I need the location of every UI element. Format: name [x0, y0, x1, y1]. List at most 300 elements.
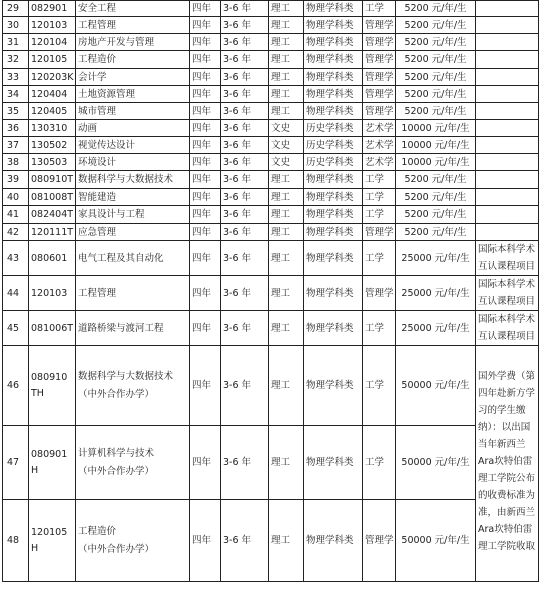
subject-field-text: 理工 — [271, 3, 291, 14]
study-period — [221, 34, 269, 51]
tuition-fee-text: 5200 元/年/生 — [404, 209, 467, 220]
subject-category — [304, 346, 363, 426]
major-name — [76, 276, 190, 311]
subject-field — [269, 86, 304, 103]
tuition-fee — [396, 189, 476, 206]
duration — [190, 51, 221, 69]
duration-text: 四年 — [192, 226, 212, 238]
duration — [190, 500, 221, 582]
study-period — [221, 120, 269, 137]
tuition-fee-text: 5200 元/年/生 — [404, 105, 467, 117]
duration — [190, 103, 221, 120]
row-number — [3, 34, 29, 51]
subject-category-text: 物理学科类 — [306, 36, 354, 48]
subject-field-text: 理工 — [271, 174, 291, 185]
remark — [476, 206, 539, 224]
row-number-text: 47 — [7, 457, 20, 468]
tuition-fee — [396, 224, 476, 241]
duration — [190, 224, 221, 241]
subject-field — [269, 1, 304, 17]
major-code-text: 130503 — [31, 156, 68, 168]
table-row — [3, 51, 539, 69]
degree-type-text: 工学 — [365, 209, 385, 220]
subject-category — [304, 241, 363, 276]
study-period-text: 3-6 年 — [223, 174, 252, 185]
remark-text: 国际本科学术互认课程项目 — [478, 314, 536, 342]
major-code — [29, 241, 76, 276]
degree-type-text: 工学 — [365, 252, 385, 264]
major-name — [76, 154, 190, 171]
degree-type-text: 艺术学 — [365, 156, 394, 168]
table-row — [3, 17, 539, 34]
study-period — [221, 86, 269, 103]
major-name-text: 工程造价 — [78, 525, 117, 537]
degree-type-text: 艺术学 — [365, 139, 394, 151]
row-number-text: 48 — [7, 535, 20, 546]
subject-field — [269, 137, 304, 154]
table-row — [3, 120, 539, 137]
row-number — [3, 137, 29, 154]
table-row — [3, 241, 539, 276]
subject-field-text: 理工 — [271, 19, 291, 31]
subject-field — [269, 500, 304, 582]
study-period-text: 3-6 年 — [223, 122, 252, 134]
major-name-text: 应急管理 — [78, 226, 117, 238]
subject-category — [304, 17, 363, 34]
duration-text: 四年 — [192, 139, 212, 151]
subject-field — [269, 154, 304, 171]
subject-category-text: 物理学科类 — [306, 174, 354, 185]
major-name — [76, 241, 190, 276]
row-number — [3, 103, 29, 120]
major-code — [29, 17, 76, 34]
study-period — [221, 137, 269, 154]
row-number — [3, 120, 29, 137]
study-period-text: 3-6 年 — [223, 156, 252, 168]
duration-text: 四年 — [192, 535, 212, 546]
row-number-text: 32 — [7, 54, 20, 65]
major-code-text: 120105H — [31, 526, 68, 554]
major-code — [29, 154, 76, 171]
major-name — [76, 311, 190, 346]
row-number-text: 41 — [7, 209, 20, 220]
tuition-fee-text: 50000 元/年/生 — [401, 380, 470, 391]
degree-type-text: 管理学 — [365, 105, 394, 117]
subject-field-text: 理工 — [271, 54, 291, 65]
duration-text: 四年 — [192, 457, 212, 468]
remark — [476, 171, 539, 189]
subject-category — [304, 276, 363, 311]
study-period-text: 3-6 年 — [223, 54, 252, 65]
major-name-text: 家具设计与工程 — [78, 209, 145, 220]
subject-category — [304, 500, 363, 582]
table-row — [3, 500, 539, 582]
major-code-text: 130502 — [31, 139, 68, 151]
study-period-text: 3-6 年 — [223, 139, 252, 151]
tuition-fee-text: 5200 元/年/生 — [404, 174, 467, 185]
major-code — [29, 34, 76, 51]
subject-category — [304, 206, 363, 224]
study-period — [221, 1, 269, 17]
row-number-text: 34 — [7, 88, 20, 100]
table-row — [3, 103, 539, 120]
remark — [476, 51, 539, 69]
duration-text: 四年 — [192, 380, 212, 391]
subject-category-text: 历史学科类 — [306, 122, 354, 134]
duration — [190, 154, 221, 171]
study-period — [221, 241, 269, 276]
major-name — [76, 69, 190, 86]
study-period — [221, 171, 269, 189]
remark — [476, 86, 539, 103]
row-number — [3, 426, 29, 500]
major-code-text: 120404 — [31, 88, 68, 100]
degree-type-text: 管理学 — [365, 54, 394, 65]
major-name-text: 会计学 — [78, 71, 107, 83]
subject-category-text: 物理学科类 — [306, 287, 354, 299]
subject-category — [304, 69, 363, 86]
remark-text: 国际本科学术互认课程项目 — [478, 279, 536, 307]
subject-category-text: 历史学科类 — [306, 139, 354, 151]
subject-category-text: 物理学科类 — [306, 226, 354, 238]
tuition-fee — [396, 171, 476, 189]
major-name — [76, 189, 190, 206]
duration-text: 四年 — [192, 322, 212, 334]
subject-category — [304, 171, 363, 189]
major-code-text: 120203K — [31, 71, 74, 83]
study-period — [221, 224, 269, 241]
study-period — [221, 500, 269, 582]
row-number — [3, 311, 29, 346]
degree-type — [363, 171, 396, 189]
subject-field — [269, 171, 304, 189]
subject-field-text: 理工 — [271, 88, 291, 100]
merged-remark — [476, 346, 539, 582]
duration-text: 四年 — [192, 36, 212, 48]
major-code-text: 120103 — [31, 287, 68, 299]
major-name-text: 土地资源管理 — [78, 88, 136, 100]
major-name-text: 数据科学与大数据技术 — [78, 174, 174, 185]
subject-category-text: 物理学科类 — [306, 535, 354, 546]
table-row — [3, 86, 539, 103]
table-row — [3, 34, 539, 51]
row-number-text: 31 — [7, 36, 20, 48]
row-number-text: 29 — [7, 3, 20, 14]
major-code-text: 082404T — [31, 209, 74, 220]
row-number — [3, 241, 29, 276]
major-name — [76, 426, 190, 500]
subject-category-text: 历史学科类 — [306, 156, 354, 168]
major-name — [76, 224, 190, 241]
tuition-fee — [396, 154, 476, 171]
row-number — [3, 189, 29, 206]
remark — [476, 224, 539, 241]
subject-category — [304, 86, 363, 103]
major-name-text: 工程管理 — [78, 287, 117, 299]
major-name — [76, 120, 190, 137]
row-number — [3, 171, 29, 189]
major-name-text: 工程管理 — [78, 19, 117, 31]
study-period-text: 3-6 年 — [223, 19, 252, 31]
duration — [190, 311, 221, 346]
major-name-text: 电气工程及其自动化 — [78, 252, 164, 264]
merged-remark-text: 国外学费（第四年赴新方学习的学生缴纳）：以出国当年新西兰Ara坎特伯雷理工学院公布的收费标准为准，由新西兰Ara坎特伯雷理工学院收取 — [478, 371, 536, 552]
major-code — [29, 137, 76, 154]
duration-text: 四年 — [192, 19, 212, 31]
major-code — [29, 69, 76, 86]
major-name — [76, 51, 190, 69]
duration-text: 四年 — [192, 54, 212, 65]
subject-category — [304, 51, 363, 69]
degree-type — [363, 120, 396, 137]
subject-field — [269, 34, 304, 51]
study-period-text: 3-6 年 — [223, 380, 252, 391]
tuition-fee — [396, 346, 476, 426]
degree-type-text: 工学 — [365, 322, 385, 334]
tuition-fee-text: 5200 元/年/生 — [404, 191, 467, 203]
subject-category-text: 物理学科类 — [306, 209, 354, 220]
duration — [190, 206, 221, 224]
tuition-fee-text: 5200 元/年/生 — [404, 3, 467, 14]
major-name-text: 工程造价 — [78, 54, 117, 65]
row-number — [3, 154, 29, 171]
table-row — [3, 346, 539, 426]
row-number — [3, 1, 29, 17]
duration — [190, 120, 221, 137]
subject-field-text: 理工 — [271, 36, 291, 48]
subject-field — [269, 51, 304, 69]
duration — [190, 86, 221, 103]
tuition-fee — [396, 1, 476, 17]
tuition-fee-text: 10000 元/年/生 — [401, 139, 470, 151]
study-period-text: 3-6 年 — [223, 71, 252, 83]
duration-text: 四年 — [192, 191, 212, 203]
duration — [190, 69, 221, 86]
tuition-fee — [396, 120, 476, 137]
major-code — [29, 189, 76, 206]
degree-type — [363, 137, 396, 154]
study-period — [221, 276, 269, 311]
subject-field-text: 理工 — [271, 457, 291, 468]
subject-field — [269, 17, 304, 34]
tuition-fee — [396, 426, 476, 500]
major-name-note: （中外合作办学） — [78, 388, 155, 400]
degree-type — [363, 346, 396, 426]
study-period-text: 3-6 年 — [223, 191, 252, 203]
tuition-fee-text: 10000 元/年/生 — [401, 122, 470, 134]
study-period — [221, 154, 269, 171]
table-row — [3, 206, 539, 224]
duration-text: 四年 — [192, 3, 212, 14]
duration — [190, 426, 221, 500]
duration-text: 四年 — [192, 71, 212, 83]
tuition-fee-text: 5200 元/年/生 — [404, 88, 467, 100]
remark — [476, 154, 539, 171]
major-code — [29, 346, 76, 426]
major-code — [29, 224, 76, 241]
tuition-fee-text: 5200 元/年/生 — [404, 36, 467, 48]
subject-field-text: 理工 — [271, 105, 291, 117]
row-number-text: 37 — [7, 139, 20, 151]
major-name — [76, 1, 190, 17]
study-period-text: 3-6 年 — [223, 322, 252, 334]
duration-text: 四年 — [192, 156, 212, 168]
major-code — [29, 171, 76, 189]
tuition-fee — [396, 311, 476, 346]
major-code — [29, 206, 76, 224]
subject-field — [269, 426, 304, 500]
table-row — [3, 154, 539, 171]
subject-category — [304, 103, 363, 120]
study-period — [221, 51, 269, 69]
duration — [190, 171, 221, 189]
study-period-text: 3-6 年 — [223, 457, 252, 468]
major-code-text: 120103 — [31, 19, 68, 31]
row-number-text: 38 — [7, 156, 20, 168]
degree-type — [363, 34, 396, 51]
subject-category-text: 物理学科类 — [306, 322, 354, 334]
major-name-text: 智能建造 — [78, 191, 117, 203]
major-name-note: （中外合作办学） — [78, 465, 155, 477]
remark — [476, 311, 539, 346]
major-code — [29, 103, 76, 120]
tuition-fee — [396, 500, 476, 582]
major-name — [76, 500, 190, 582]
degree-type — [363, 206, 396, 224]
subject-field — [269, 189, 304, 206]
degree-type — [363, 426, 396, 500]
subject-category-text: 物理学科类 — [306, 19, 354, 31]
study-period — [221, 346, 269, 426]
tuition-fee-text: 5200 元/年/生 — [404, 226, 467, 238]
duration-text: 四年 — [192, 252, 212, 264]
table-row — [3, 137, 539, 154]
major-name — [76, 103, 190, 120]
subject-category — [304, 34, 363, 51]
subject-category — [304, 426, 363, 500]
study-period-text: 3-6 年 — [223, 226, 252, 238]
major-name-text: 计算机科学与技术 — [78, 447, 155, 459]
degree-type — [363, 17, 396, 34]
study-period-text: 3-6 年 — [223, 287, 252, 299]
major-code-text: 120405 — [31, 105, 68, 117]
major-name-note: （中外合作办学） — [78, 543, 155, 555]
subject-field — [269, 311, 304, 346]
row-number-text: 40 — [7, 191, 20, 203]
subject-category — [304, 1, 363, 17]
subject-field — [269, 224, 304, 241]
subject-field-text: 文史 — [271, 122, 291, 134]
study-period — [221, 69, 269, 86]
major-code — [29, 426, 76, 500]
subject-category — [304, 137, 363, 154]
subject-field-text: 理工 — [271, 209, 291, 220]
subject-category-text: 物理学科类 — [306, 457, 354, 468]
duration — [190, 346, 221, 426]
subject-field — [269, 206, 304, 224]
degree-type — [363, 86, 396, 103]
degree-type — [363, 154, 396, 171]
tuition-fee-text: 10000 元/年/生 — [401, 156, 470, 168]
subject-field — [269, 103, 304, 120]
row-number — [3, 206, 29, 224]
study-period — [221, 206, 269, 224]
major-name — [76, 137, 190, 154]
table-row — [3, 171, 539, 189]
subject-field-text: 理工 — [271, 191, 291, 203]
subject-field-text: 理工 — [271, 380, 291, 391]
remark — [476, 241, 539, 276]
row-number-text: 30 — [7, 19, 20, 31]
remark — [476, 189, 539, 206]
subject-field — [269, 241, 304, 276]
major-name-text: 道路桥梁与渡河工程 — [78, 322, 164, 334]
study-period-text: 3-6 年 — [223, 3, 252, 14]
tuition-fee — [396, 34, 476, 51]
table-row — [3, 224, 539, 241]
subject-category-text: 物理学科类 — [306, 105, 354, 117]
subject-field-text: 文史 — [271, 156, 291, 168]
subject-field-text: 理工 — [271, 252, 291, 264]
major-code-text: 081008T — [31, 191, 74, 203]
major-name — [76, 171, 190, 189]
table-row — [3, 1, 539, 17]
degree-type-text: 管理学 — [365, 287, 394, 299]
degree-type-text: 工学 — [365, 174, 385, 185]
subject-field — [269, 276, 304, 311]
tuition-fee — [396, 241, 476, 276]
major-code-text: 080910T — [31, 174, 74, 185]
subject-field-text: 理工 — [271, 287, 291, 299]
major-name-text: 数据科学与大数据技术 — [78, 370, 174, 382]
tuition-fee-text: 25000 元/年/生 — [401, 322, 470, 334]
major-code-text: 080901H — [31, 448, 68, 476]
row-number — [3, 276, 29, 311]
major-code — [29, 311, 76, 346]
degree-type — [363, 69, 396, 86]
duration — [190, 276, 221, 311]
row-number — [3, 224, 29, 241]
major-code-text: 120105 — [31, 54, 68, 65]
major-name-text: 城市管理 — [78, 105, 117, 117]
subject-category-text: 物理学科类 — [306, 54, 354, 65]
study-period-text: 3-6 年 — [223, 252, 252, 264]
subject-category — [304, 189, 363, 206]
tuition-fee — [396, 276, 476, 311]
table-row — [3, 189, 539, 206]
subject-category — [304, 120, 363, 137]
table-row — [3, 426, 539, 500]
duration — [190, 1, 221, 17]
tuition-fee-text: 25000 元/年/生 — [401, 287, 470, 299]
degree-type — [363, 311, 396, 346]
major-code — [29, 86, 76, 103]
major-name-text: 视觉传达设计 — [78, 139, 136, 151]
tuition-fee-text: 25000 元/年/生 — [401, 252, 470, 264]
degree-type-text: 管理学 — [365, 36, 394, 48]
subject-category-text: 物理学科类 — [306, 252, 354, 264]
study-period-text: 3-6 年 — [223, 105, 252, 117]
degree-type — [363, 1, 396, 17]
major-code-text: 130310 — [31, 122, 68, 134]
degree-type — [363, 500, 396, 582]
subject-field-text: 理工 — [271, 535, 291, 546]
row-number-text: 33 — [7, 71, 20, 83]
major-fee-table — [2, 0, 539, 582]
subject-field-text: 文史 — [271, 139, 291, 151]
remark — [476, 120, 539, 137]
duration-text: 四年 — [192, 209, 212, 220]
